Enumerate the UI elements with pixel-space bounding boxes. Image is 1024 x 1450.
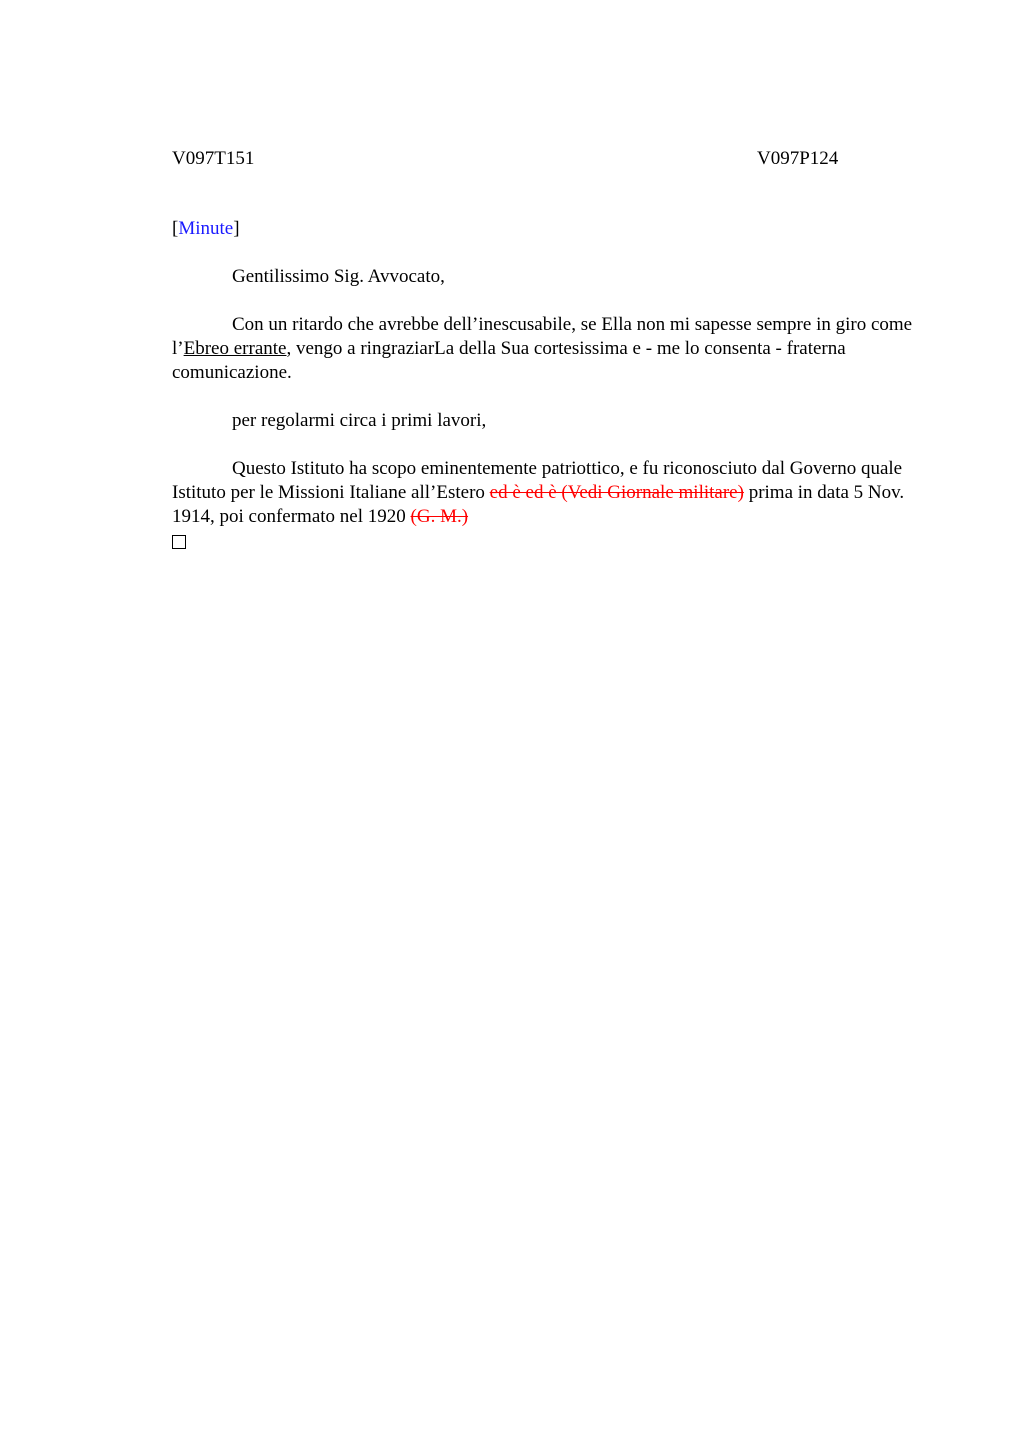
section-close-bracket: ] [233, 218, 240, 239]
paragraph-2: per regolarmi circa i primi lavori, [232, 410, 487, 431]
paragraph-1-underlined: Ebreo errante [183, 338, 287, 359]
paragraph-3 [172, 457, 924, 529]
section-label [172, 217, 924, 241]
paragraph-3-part2: prima in data 5 Nov. 1914, poi confermato nel 1920 [172, 482, 905, 527]
section-label-text: Minute [178, 218, 234, 239]
paragraph-3-struck-2: (G. M.) [410, 506, 469, 527]
header-right-code: V097P124 [757, 148, 839, 169]
letter-body [172, 217, 924, 556]
end-marker [172, 529, 924, 556]
header-left-code: V097T151 [172, 148, 255, 169]
empty-box-icon [172, 535, 186, 549]
paragraph-3-struck-1: ed è ed è (Vedi Giornale militare) [489, 482, 744, 503]
paragraph-1-after: , vengo a ringraziarLa della Sua cortesissima e - me lo consenta - fraterna comunicazione. [172, 338, 846, 383]
paragraph-3-part1: Questo Istituto ha scopo eminentemente patriottico, e fu riconosciuto dal Governo quale Istituto per le Missioni Italiane all’Estero [172, 458, 903, 503]
paragraph-1-before: Con un ritardo che avrebbe dell’inescusabile, se Ella non mi sapesse sempre in giro come l’ [172, 314, 913, 359]
paragraph-1 [172, 313, 924, 385]
section-open-bracket: [ [172, 218, 179, 239]
salutation: Gentilissimo Sig. Avvocato, [232, 266, 445, 287]
